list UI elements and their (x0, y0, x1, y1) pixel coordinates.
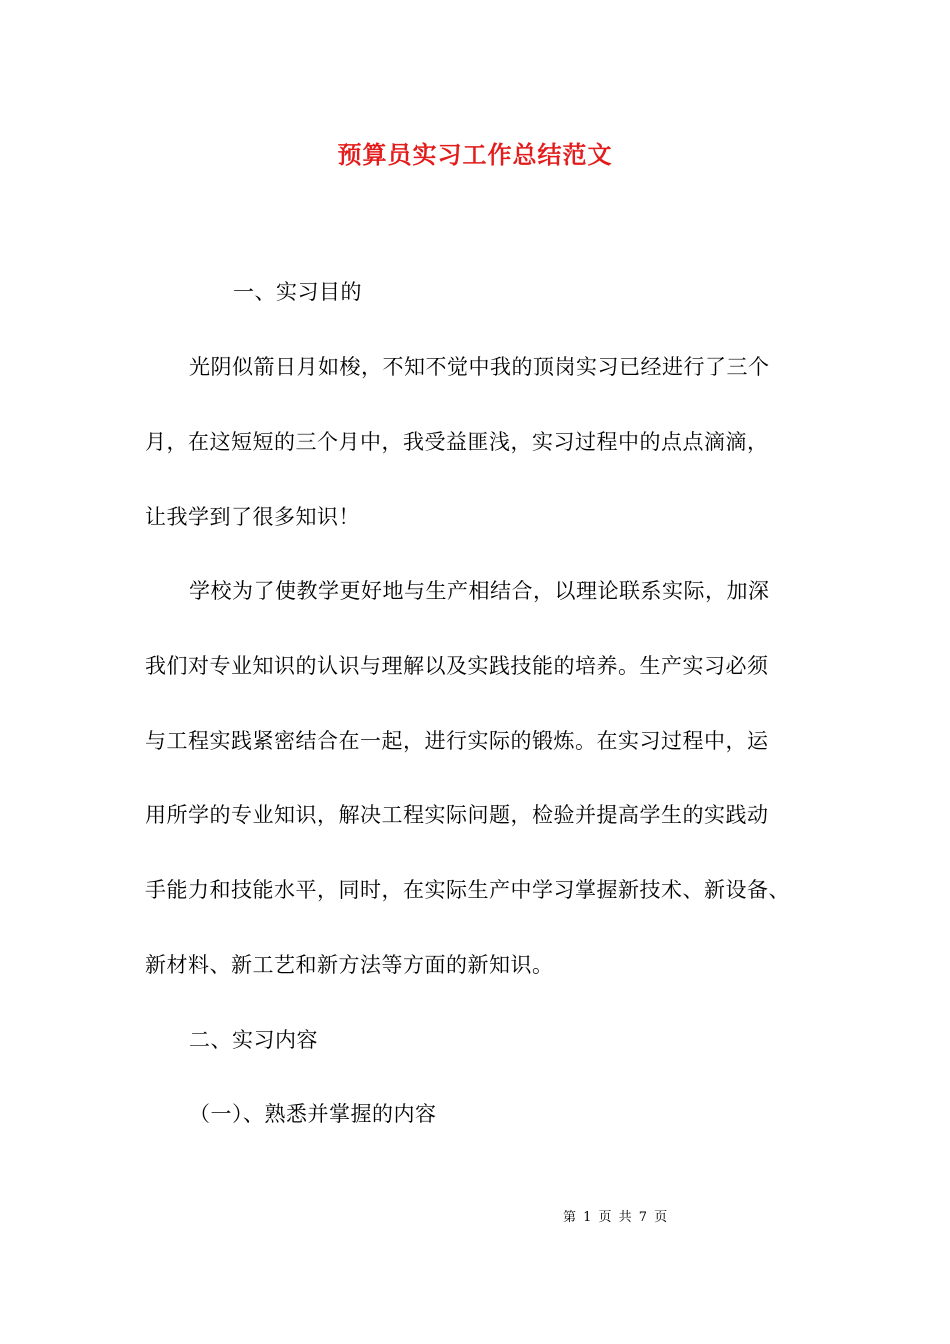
page-number-footer: 第 1 页 共 7 页 (563, 1210, 668, 1225)
heading-purpose: 一、实习目的 (233, 280, 362, 304)
paragraph-line: 光阴似箭日月如梭，不知不觉中我的顶岗实习已经进行了三个 (189, 355, 770, 379)
paragraph-line: 用所学的专业知识，解决工程实际问题，检验并提高学生的实践动 (145, 803, 769, 827)
paragraph-line: 学校为了使教学更好地与生产相结合，以理论联系实际，加深 (189, 579, 770, 603)
paragraph-line: 我们对专业知识的认识与理解以及实践技能的培养。生产实习必须 (145, 654, 769, 678)
subheading-familiar: （一）、熟悉并掌握的内容 (189, 1102, 437, 1126)
paragraph-line: 与工程实践紧密结合在一起，进行实际的锻炼。在实习过程中，运 (145, 729, 769, 753)
heading-content: 二、实习内容 (189, 1028, 318, 1052)
paragraph-line: 让我学到了很多知识！ (145, 505, 360, 529)
paragraph-line: 月，在这短短的三个月中，我受益匪浅，实习过程中的点点滴滴， (145, 430, 769, 454)
paragraph-line: 新材料、新工艺和新方法等方面的新知识。 (145, 953, 554, 977)
document-title: 预算员实习工作总结范文 (337, 140, 613, 169)
paragraph-line: 手能力和技能水平，同时，在实际生产中学习掌握新技术、新设备、 (145, 878, 790, 902)
